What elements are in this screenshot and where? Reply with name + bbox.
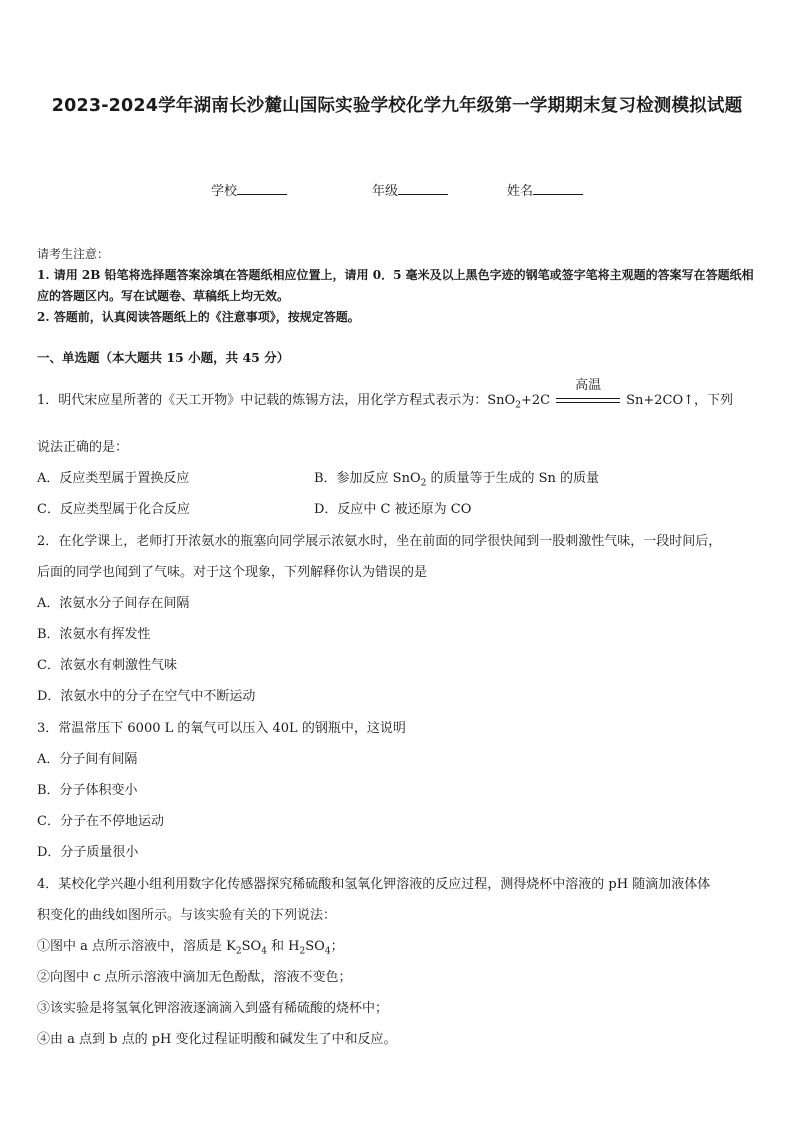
notice-heading: 请考生注意： bbox=[37, 247, 110, 261]
exam-notice bbox=[37, 244, 759, 328]
q4-statement-1-part: 和 H bbox=[266, 939, 300, 954]
q3-option-a[interactable]: A．分子间有间隔 bbox=[37, 752, 138, 767]
section-heading: 一、单选题（本大题共 15 小题，共 45 分） bbox=[37, 350, 290, 365]
q4-stem: 4．某校化学兴趣小组利用数字化传感器探究稀硫酸和氢氧化钾溶液的反应过程，测得烧杯中溶液的 pH 随滴加液体体 bbox=[37, 877, 711, 892]
equal-bar-top bbox=[556, 398, 620, 399]
q2-option-a[interactable]: A．浓氨水分子间存在间隔 bbox=[37, 596, 190, 611]
q4-statement-1 bbox=[37, 935, 344, 957]
q4-statement-1-part: ； bbox=[330, 939, 344, 954]
q3-option-d[interactable]: D．分子质量很小 bbox=[37, 845, 139, 860]
q3-stem: 3．常温常压下 6000 L 的氧气可以压入 40L 的钢瓶中，这说明 bbox=[37, 721, 406, 736]
subscript: 2 bbox=[420, 478, 427, 489]
q4-statement-1-part: ①图中 a 点所示溶液中，溶质是 K bbox=[37, 939, 236, 954]
subscript: 4 bbox=[324, 946, 331, 957]
q1-option-b-part: B．参加反应 SnO bbox=[314, 471, 421, 486]
q4-stem-cont: 积变化的曲线如图所示。与该实验有关的下列说法： bbox=[37, 908, 337, 923]
q3-option-b[interactable]: B．分子体积变小 bbox=[37, 783, 138, 798]
q1-stem-cont: 说法正确的是： bbox=[37, 440, 129, 455]
q4-statement-2: ②向图中 c 点所示溶液中滴加无色酚酞，溶液不变色； bbox=[37, 970, 352, 985]
q2-option-b[interactable]: B．浓氨水有挥发性 bbox=[37, 627, 151, 642]
notice-item-1: 1. 请用 2B 铅笔将选择题答案涂填在答题纸相应位置上，请用 0．5 毫米及以上黑色字迹的钢笔或签字笔将主观题的答案写在答题纸相应的答题区内。写在试题卷、草稿纸上均无效。 bbox=[37, 268, 754, 303]
student-info-fields bbox=[0, 180, 794, 202]
school-blank[interactable] bbox=[237, 182, 287, 195]
q3-option-c[interactable]: C．分子在不停地运动 bbox=[37, 814, 164, 829]
subscript: 2 bbox=[299, 946, 306, 957]
exam-title: 2023-2024学年湖南长沙麓山国际实验学校化学九年级第一学期期末复习检测模拟试题 bbox=[51, 96, 743, 116]
subscript: 4 bbox=[261, 946, 267, 957]
school-label: 学校 bbox=[211, 184, 238, 199]
school-field bbox=[211, 180, 287, 199]
grade-blank[interactable] bbox=[398, 182, 448, 195]
q1-option-a[interactable]: A．反应类型属于置换反应 bbox=[37, 471, 190, 486]
notice-item-2: 2. 答题前，认真阅读答题纸上的《注意事项》，按规定答题。 bbox=[37, 310, 360, 324]
q1-option-d[interactable]: D．反应中 C 被还原为 CO bbox=[314, 502, 472, 517]
q1-option-c[interactable]: C．反应类型属于化合反应 bbox=[37, 502, 190, 517]
q4-statement-3: ③该实验是将氢氧化钾溶液逐滴滴入到盛有稀硫酸的烧杯中； bbox=[37, 1001, 389, 1016]
name-blank[interactable] bbox=[533, 182, 583, 195]
subscript: 2 bbox=[235, 946, 242, 957]
q2-stem: 2．在化学课上，老师打开浓氨水的瓶塞向同学展示浓氨水时，坐在前面的同学很快闻到一股刺激性气味，一段时间后， bbox=[37, 534, 722, 549]
subscript: 2 bbox=[515, 400, 521, 411]
q4-statement-4: ④由 a 点到 b 点的 pH 变化过程证明酸和碱发生了中和反应。 bbox=[37, 1032, 397, 1047]
q1-option-b[interactable] bbox=[314, 467, 599, 489]
grade-field bbox=[372, 180, 448, 199]
q4-statement-1-part: SO bbox=[241, 939, 262, 954]
q2-option-d[interactable]: D．浓氨水中的分子在空气中不断运动 bbox=[37, 689, 256, 704]
q2-option-c[interactable]: C．浓氨水有刺激性气味 bbox=[37, 658, 177, 673]
q4-statement-1-part: SO bbox=[305, 939, 325, 954]
q1-stem bbox=[37, 377, 734, 411]
q1-option-b-part: 的质量等于生成的 Sn 的质量 bbox=[426, 471, 600, 486]
q2-stem-cont: 后面的同学也闻到了气味。对于这个现象，下列解释你认为错误的是 bbox=[37, 565, 428, 580]
q1-stem-part: 1．明代宋应星所著的《天工开物》中记载的炼锡方法，用化学方程式表示为：SnO bbox=[37, 393, 516, 408]
name-field bbox=[507, 180, 583, 199]
equal-bar-bottom bbox=[556, 402, 620, 403]
name-label: 姓名 bbox=[507, 184, 534, 199]
reaction-condition: 高温 bbox=[575, 377, 602, 393]
q1-stem-part: Sn+2CO↑，下列 bbox=[626, 393, 734, 408]
grade-label: 年级 bbox=[372, 184, 399, 199]
reaction-arrow bbox=[556, 377, 620, 408]
q1-stem-part: +2C bbox=[520, 393, 551, 408]
